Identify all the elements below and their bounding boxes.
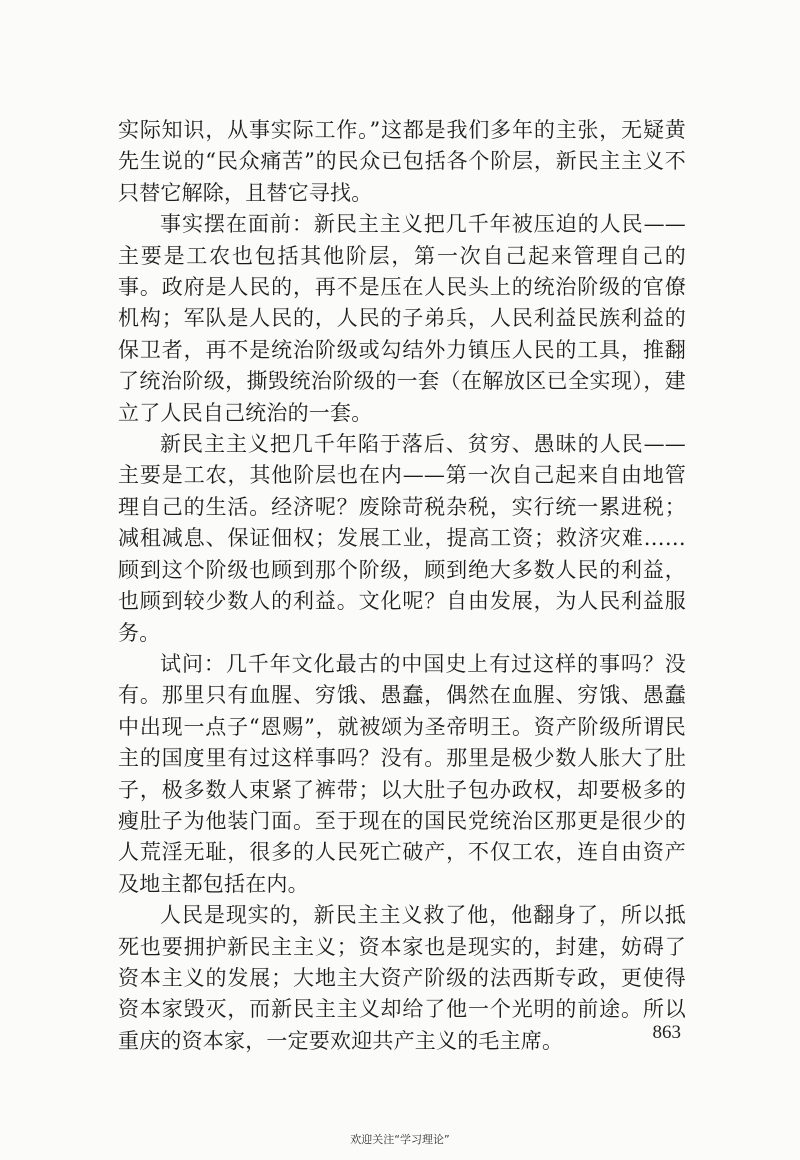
paragraph-1: 实际知识，从事实际工作。”这都是我们多年的主张，无疑黄先生说的“民众痛苦”的民众已包括各个阶层，新民主主义不只替它解除，且替它寻找。 <box>118 118 686 205</box>
paragraph-5: 人民是现实的，新民主主义救了他，他翻身了，所以抵死也要拥护新民主主义；资本家也是现实的，封建，妨碍了资本主义的发展；大地主大资产阶级的法西斯专政，更使得资本家毁灭，而新民主主义却给了他一个光明的前途。所以重庆的资本家，一定要欢迎共产主义的毛主席。 <box>118 903 686 1053</box>
paragraph-4: 试问：几千年文化最古的中国史上有过这样的事吗？没有。那里只有血腥、穷饿、愚蠢，偶然在血腥、穷饿、愚蠢中出现一点子“恩赐”，就被颂为圣帝明王。资产阶级所谓民主的国度里有过这样事吗？没有。那里是极少数人胀大了肚子，极多数人束紧了裤带；以大肚子包办政权，却要极多的瘦肚子为他装门面。至于现在的国民党统治区那更是很少的人荒淫无耻，很多的人民死亡破产，不仅工农，连自由资产及地主都包括在内。 <box>118 651 686 896</box>
page-number: 863 <box>652 1022 681 1043</box>
footer-note: 欢迎关注“学习理论” <box>350 1133 450 1146</box>
paragraph-3: 新民主主义把几千年陷于落后、贫穷、愚昧的人民——主要是工农，其他阶层也在内——第一次自己起来自由地管理自己的生活。经济呢？废除苛税杂税，实行统一累进税；减租减息、保证佃权；发展工业，提高工资；救济灾难……顾到这个阶级也顾到那个阶级，顾到绝大多数人民的利益，也顾到较少数人的利益。文化呢？自由发展，为人民利益服务。 <box>118 432 686 645</box>
paragraph-2: 事实摆在面前：新民主主义把几千年被压迫的人民——主要是工农也包括其他阶层，第一次自己起来管理自己的事。政府是人民的，再不是压在人民头上的统治阶级的官僚机构；军队是人民的，人民的子弟兵，人民利益民族利益的保卫者，再不是统治阶级或勾结外力镇压人民的工具，推翻了统治阶级，撕毁统治阶级的一套（在解放区已全实现），建立了人民自己统治的一套。 <box>118 212 686 425</box>
body-text <box>118 115 686 1057</box>
